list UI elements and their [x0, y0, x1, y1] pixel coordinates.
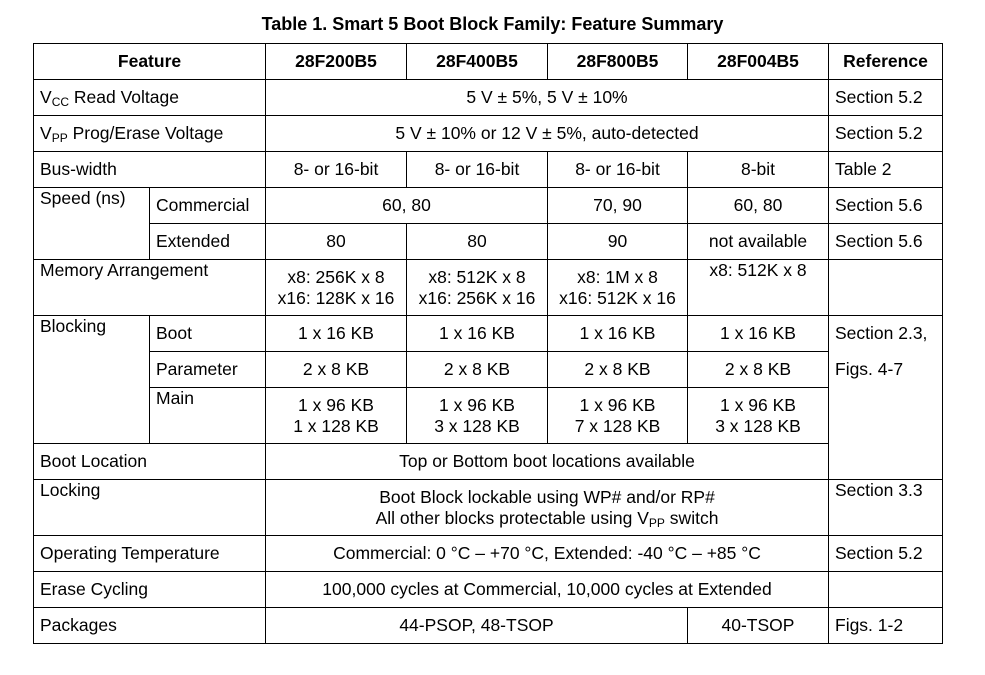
header-28f400b5: 28F400B5: [407, 44, 548, 80]
row-memory-arrangement: [34, 260, 943, 316]
bus-28f800b5: 8- or 16-bit: [548, 152, 688, 188]
row-locking: [34, 480, 943, 536]
blocking-boot-label: Boot: [150, 316, 266, 352]
blocking-parameter-28f800b5: 2 x 8 KB: [548, 352, 688, 388]
vpp-value: 5 V ± 10% or 12 V ± 5%, auto-detected: [266, 116, 829, 152]
erase-value: 100,000 cycles at Commercial, 10,000 cycles at Extended: [266, 572, 829, 608]
blocking-parameter-28f200b5: 2 x 8 KB: [266, 352, 407, 388]
speed-commercial-label: Commercial: [150, 188, 266, 224]
speed-extended-label: Extended: [150, 224, 266, 260]
blocking-main-28f004b5: 1 x 96 KB 3 x 128 KB: [688, 388, 829, 444]
row-operating-temperature: [34, 536, 943, 572]
row-bus-width: [34, 152, 943, 188]
memory-28f200b5: x8: 256K x 8 x16: 128K x 16: [266, 260, 407, 316]
memory-label: Memory Arrangement: [34, 260, 266, 316]
bus-28f004b5: 8-bit: [688, 152, 829, 188]
memory-28f400b5: x8: 512K x 8 x16: 256K x 16: [407, 260, 548, 316]
locking-value: Boot Block lockable using WP# and/or RP# All other blocks protectable using $V_{PP}$ switch: [266, 480, 829, 536]
blocking-main-28f400b5: 1 x 96 KB 3 x 128 KB: [407, 388, 548, 444]
row-speed-extended: [34, 224, 943, 260]
speed-extended-ref: Section 5.6: [829, 224, 943, 260]
vcc-value: 5 V ± 5%, 5 V ± 10%: [266, 80, 829, 116]
row-blocking-boot: [34, 316, 943, 352]
locking-label: Locking: [34, 480, 266, 536]
memory-28f004b5: x8: 512K x 8: [688, 260, 829, 316]
blocking-parameter-28f004b5: 2 x 8 KB: [688, 352, 829, 388]
vpp-ref: Section 5.2: [829, 116, 943, 152]
header-reference: Reference: [829, 44, 943, 80]
blocking-ref-3: [829, 388, 943, 480]
row-vpp: [34, 116, 943, 152]
header-28f800b5: 28F800B5: [548, 44, 688, 80]
temperature-label: Operating Temperature: [34, 536, 266, 572]
blocking-label: Blocking: [34, 316, 150, 444]
speed-commercial-28f200-400: 60, 80: [266, 188, 548, 224]
header-28f004b5: 28F004B5: [688, 44, 829, 80]
bus-label: Bus-width: [34, 152, 266, 188]
speed-extended-28f400b5: 80: [407, 224, 548, 260]
row-packages: [34, 608, 943, 644]
feature-summary-table: [33, 43, 943, 644]
blocking-boot-28f004b5: 1 x 16 KB: [688, 316, 829, 352]
speed-extended-28f200b5: 80: [266, 224, 407, 260]
speed-extended-28f004b5: not available: [688, 224, 829, 260]
packages-ref: Figs. 1-2: [829, 608, 943, 644]
blocking-main-label: Main: [150, 388, 266, 444]
speed-label: Speed (ns): [34, 188, 150, 260]
temperature-value: Commercial: 0 °C – +70 °C, Extended: -40 °C – +85 °C: [266, 536, 829, 572]
boot-location-label: Boot Location: [34, 444, 266, 480]
blocking-ref-2: Figs. 4-7: [829, 352, 943, 388]
blocking-main-28f200b5: 1 x 96 KB 1 x 128 KB: [266, 388, 407, 444]
memory-ref: [829, 260, 943, 316]
row-speed-commercial: [34, 188, 943, 224]
packages-28f004b5: 40-TSOP: [688, 608, 829, 644]
bus-ref: Table 2: [829, 152, 943, 188]
erase-ref: [829, 572, 943, 608]
packages-28f200-800: 44-PSOP, 48-TSOP: [266, 608, 688, 644]
row-erase-cycling: [34, 572, 943, 608]
vcc-ref: Section 5.2: [829, 80, 943, 116]
row-vcc: [34, 80, 943, 116]
blocking-parameter-28f400b5: 2 x 8 KB: [407, 352, 548, 388]
blocking-ref-1: Section 2.3,: [829, 316, 943, 352]
blocking-main-28f800b5: 1 x 96 KB 7 x 128 KB: [548, 388, 688, 444]
speed-extended-28f800b5: 90: [548, 224, 688, 260]
bus-28f400b5: 8- or 16-bit: [407, 152, 548, 188]
header-28f200b5: 28F200B5: [266, 44, 407, 80]
blocking-parameter-label: Parameter: [150, 352, 266, 388]
locking-ref: Section 3.3: [829, 480, 943, 536]
header-feature: Feature: [34, 44, 266, 80]
speed-commercial-ref: Section 5.6: [829, 188, 943, 224]
blocking-boot-28f800b5: 1 x 16 KB: [548, 316, 688, 352]
row-blocking-parameter: [34, 352, 943, 388]
speed-commercial-28f800b5: 70, 90: [548, 188, 688, 224]
blocking-boot-28f400b5: 1 x 16 KB: [407, 316, 548, 352]
row-boot-location: [34, 444, 943, 480]
vcc-label: $V_{CC}$ Read Voltage: [34, 80, 266, 116]
table-caption: Table 1. Smart 5 Boot Block Family: Feature Summary: [261, 14, 724, 34]
row-blocking-main: [34, 388, 943, 444]
packages-label: Packages: [34, 608, 266, 644]
vpp-label: $V_{PP}$ Prog/Erase Voltage: [34, 116, 266, 152]
blocking-boot-28f200b5: 1 x 16 KB: [266, 316, 407, 352]
erase-label: Erase Cycling: [34, 572, 266, 608]
bus-28f200b5: 8- or 16-bit: [266, 152, 407, 188]
temperature-ref: Section 5.2: [829, 536, 943, 572]
header-row: [34, 44, 943, 80]
memory-28f800b5: x8: 1M x 8 x16: 512K x 16: [548, 260, 688, 316]
boot-location-value: Top or Bottom boot locations available: [266, 444, 829, 480]
speed-commercial-28f004b5: 60, 80: [688, 188, 829, 224]
